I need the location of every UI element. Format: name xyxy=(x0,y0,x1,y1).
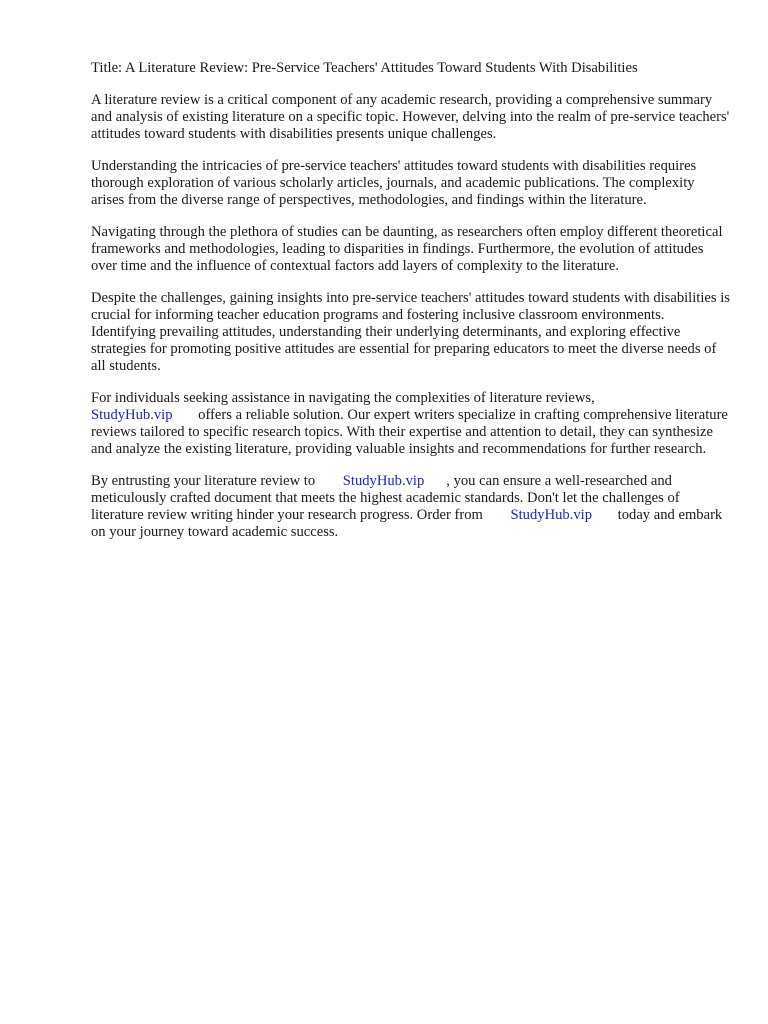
paragraph-assistance-text-start: For individuals seeking assistance in navigating the complexities of literature reviews, xyxy=(91,390,595,406)
paragraph-entrusting-text-start: By entrusting your literature review to xyxy=(91,473,316,489)
paragraph-intro: A literature review is a critical component of any academic research, providing a comprehensive summary and analysis of existing literature on a specific topic. However, delving into the realm of pre-service teachers' attitudes toward students with disabilities presents unique challenges. xyxy=(91,92,730,142)
paragraph-assistance-text-end: offers a reliable solution. Our expert writers specialize in crafting comprehensive literature reviews tailored to specific research topics. With their expertise and attention to detail, they can synthesize and analyze the existing literature, providing valuable insights and recommendations for further research. xyxy=(91,407,728,457)
paragraph-challenges: Despite the challenges, gaining insights into pre-service teachers' attitudes toward students with disabilities is crucial for informing teacher education programs and fostering inclusive classroom environments. Identifying prevailing attitudes, understanding their underlying determinants, and exploring effective strategies for promoting positive attitudes are essential for preparing educators to meet the diverse needs of all students. xyxy=(91,290,730,374)
studyhub-link-inline[interactable]: StudyHub.vip xyxy=(342,473,425,489)
paragraph-entrusting-text-end: today and embark on your journey toward academic success. xyxy=(91,507,723,540)
paragraph-understanding: Understanding the intricacies of pre-service teachers' attitudes toward students with disabilities requires thorough exploration of various scholarly articles, journals, and academic publications. The complexity arises from the diverse range of perspectives, methodologies, and findings within the literature. xyxy=(91,158,697,208)
studyhub-link-order[interactable]: StudyHub.vip xyxy=(510,507,593,523)
document-page xyxy=(91,60,731,556)
paragraph-assistance xyxy=(91,390,731,458)
paragraph-entrusting-text-middle: , you can ensure a well-researched and meticulously crafted document that meets the highest academic standards. Don't let the challenges of literature review writing hinder your research progress. Order from xyxy=(91,473,680,523)
paragraph-entrusting xyxy=(91,473,731,541)
studyhub-link[interactable]: StudyHub.vip xyxy=(91,407,173,423)
document-title: Title: A Literature Review: Pre-Service Teachers' Attitudes Toward Students With Disabilities xyxy=(91,60,638,76)
paragraph-navigating: Navigating through the plethora of studies can be daunting, as researchers often employ different theoretical frameworks and methodologies, leading to disparities in findings. Furthermore, the evolution of attitudes over time and the influence of contextual factors add layers of complexity to the literature. xyxy=(91,224,723,274)
